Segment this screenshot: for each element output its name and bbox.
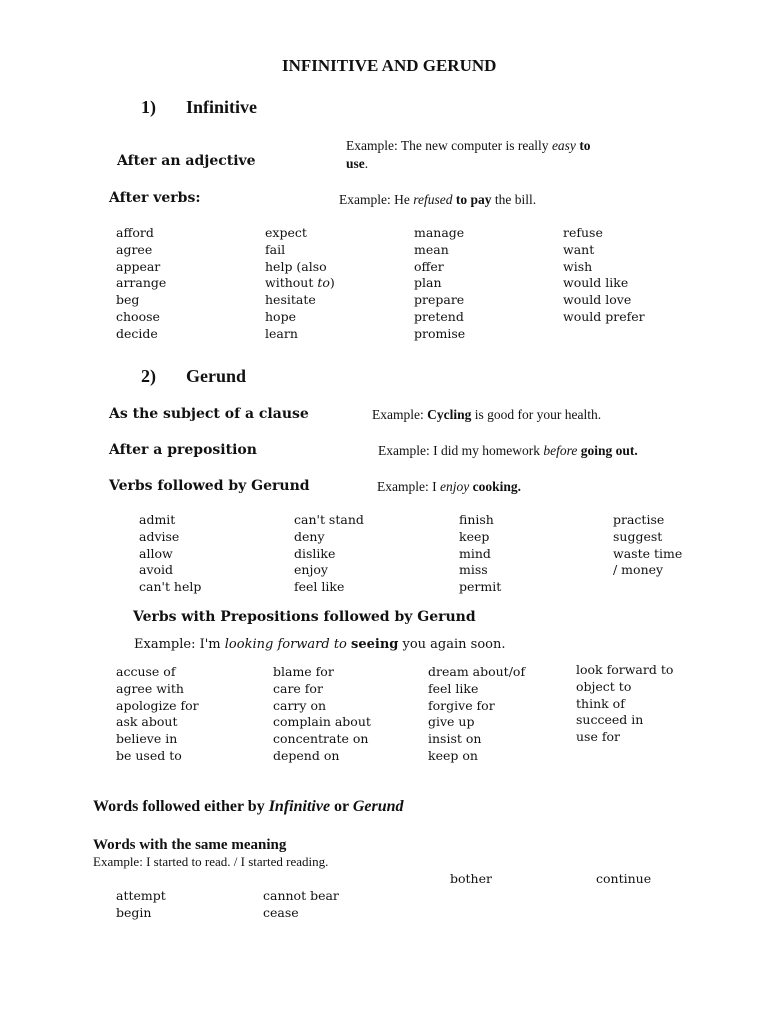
list-item: object to [576,678,632,694]
list-item: beg [116,292,140,308]
list-item: depend on [273,747,340,763]
list-item: cease [263,904,299,920]
verbs-gerund-example: Example: I enjoy cooking. [377,479,521,494]
gerund-verbs-col-4 [613,512,682,579]
section-heading-gerund: Gerund [186,366,247,386]
section-number-infinitive: 1) [141,97,156,117]
after-adjective-example: Example: The new computer is really easy to use. [346,138,591,171]
prepositions-gerund-example: Example: I'm looking forward to seeing you again soon. [134,637,506,652]
preposition-verbs-col-1 [116,664,199,765]
preposition-verbs-col-2 [273,664,371,765]
gerund-verbs-col-3 [459,512,501,596]
list-item: prepare [414,292,465,308]
list-item: feel like [294,579,345,595]
list-item: hope [265,308,296,324]
same-meaning-col-4 [596,871,651,888]
list-item: agree with [116,680,184,696]
preposition-verbs-col-3 [428,664,525,765]
list-item: without to) [265,275,335,291]
list-item: finish [459,512,494,527]
list-item: look forward to [576,662,674,677]
list-item: pretend [414,308,464,324]
list-item: think of [576,695,625,711]
list-item: care for [273,680,323,696]
list-item: would like [563,275,629,291]
list-item: mean [414,241,449,257]
list-item: believe in [116,731,178,747]
list-item: offer [414,258,444,274]
list-item: forgive for [428,697,495,713]
list-item: can't help [139,579,202,595]
after-verbs-example: Example: He refused to pay the bill. [339,192,537,207]
list-item: dislike [294,545,336,561]
prepositions-gerund-label: Verbs with Prepositions followed by Gerund [133,609,476,625]
list-item: admit [139,512,176,527]
gerund-verbs-col-1 [139,512,201,596]
list-item: / money [613,562,664,578]
subject-clause-example: Example: Cycling is good for your health. [372,407,602,422]
list-item: attempt [116,888,166,903]
list-item: learn [265,325,298,341]
list-item: keep [459,528,490,544]
list-item: would prefer [563,308,645,324]
list-item: decide [116,325,158,341]
list-item: promise [414,325,466,341]
list-item: be used to [116,747,182,763]
list-item: cannot bear [263,888,339,903]
after-verbs-label: After verbs: [109,190,201,206]
subject-clause-label: As the subject of a clause [109,406,309,422]
list-item: continue [596,871,652,886]
list-item: hesitate [265,292,316,308]
list-item: want [563,241,595,257]
list-item: keep on [428,747,478,763]
list-item: concentrate on [273,731,369,747]
list-item: afford [116,225,154,240]
same-meaning-col-3 [450,871,492,888]
infinitive-verbs-col-3 [414,225,465,343]
list-item: begin [116,904,152,920]
list-item: allow [139,545,173,561]
list-item: manage [414,225,465,240]
list-item: arrange [116,275,167,291]
list-item: miss [459,562,488,578]
same-meaning-label: Words with the same meaning [93,837,287,853]
list-item: complain about [273,714,371,730]
list-item: expect [265,225,307,240]
after-preposition-example: Example: I did my homework before going out. [378,443,638,458]
after-adjective-label: After an adjective [117,153,256,169]
section-number-gerund: 2) [141,366,156,386]
list-item: ask about [116,714,178,730]
infinitive-verbs-col-4 [563,225,645,326]
list-item: would love [563,292,632,308]
list-item: wish [563,258,593,274]
list-item: can't stand [294,512,364,527]
infinitive-verbs-col-1 [116,225,166,343]
list-item: choose [116,308,160,324]
list-item: plan [414,275,442,291]
list-item: accuse of [116,664,176,679]
list-item: help (also [265,258,327,274]
list-item: bother [450,871,492,886]
list-item: waste time [613,545,683,561]
list-item: practise [613,512,665,527]
list-item: advise [139,528,180,544]
list-item: suggest [613,528,663,544]
list-item: carry on [273,697,327,713]
list-item: insist on [428,731,482,747]
list-item: enjoy [294,562,328,578]
same-meaning-example: Example: I started to read. / I started reading. [93,854,329,869]
infinitive-verbs-col-2 [265,225,335,343]
list-item: mind [459,545,491,561]
same-meaning-col-2 [263,888,339,922]
gerund-verbs-col-2 [294,512,364,596]
preposition-verbs-col-4 [576,662,673,746]
list-item: give up [428,714,475,730]
list-item: refuse [563,225,603,240]
list-item: feel like [428,680,479,696]
verbs-gerund-label: Verbs followed by Gerund [109,478,310,494]
list-item: succeed in [576,712,644,728]
page-title: INFINITIVE AND GERUND [282,56,497,75]
list-item: dream about/of [428,664,526,679]
list-item: avoid [139,562,174,578]
list-item: agree [116,241,153,257]
same-meaning-col-1 [116,888,166,922]
list-item: permit [459,579,502,595]
either-heading: Words followed either by Infinitive or Gerund [93,798,404,815]
after-preposition-label: After a preposition [109,442,257,458]
list-item: use for [576,729,620,745]
list-item: fail [265,241,286,257]
list-item: blame for [273,664,334,679]
section-heading-infinitive: Infinitive [186,97,258,117]
list-item: appear [116,258,161,274]
list-item: apologize for [116,697,199,713]
list-item: deny [294,528,325,544]
